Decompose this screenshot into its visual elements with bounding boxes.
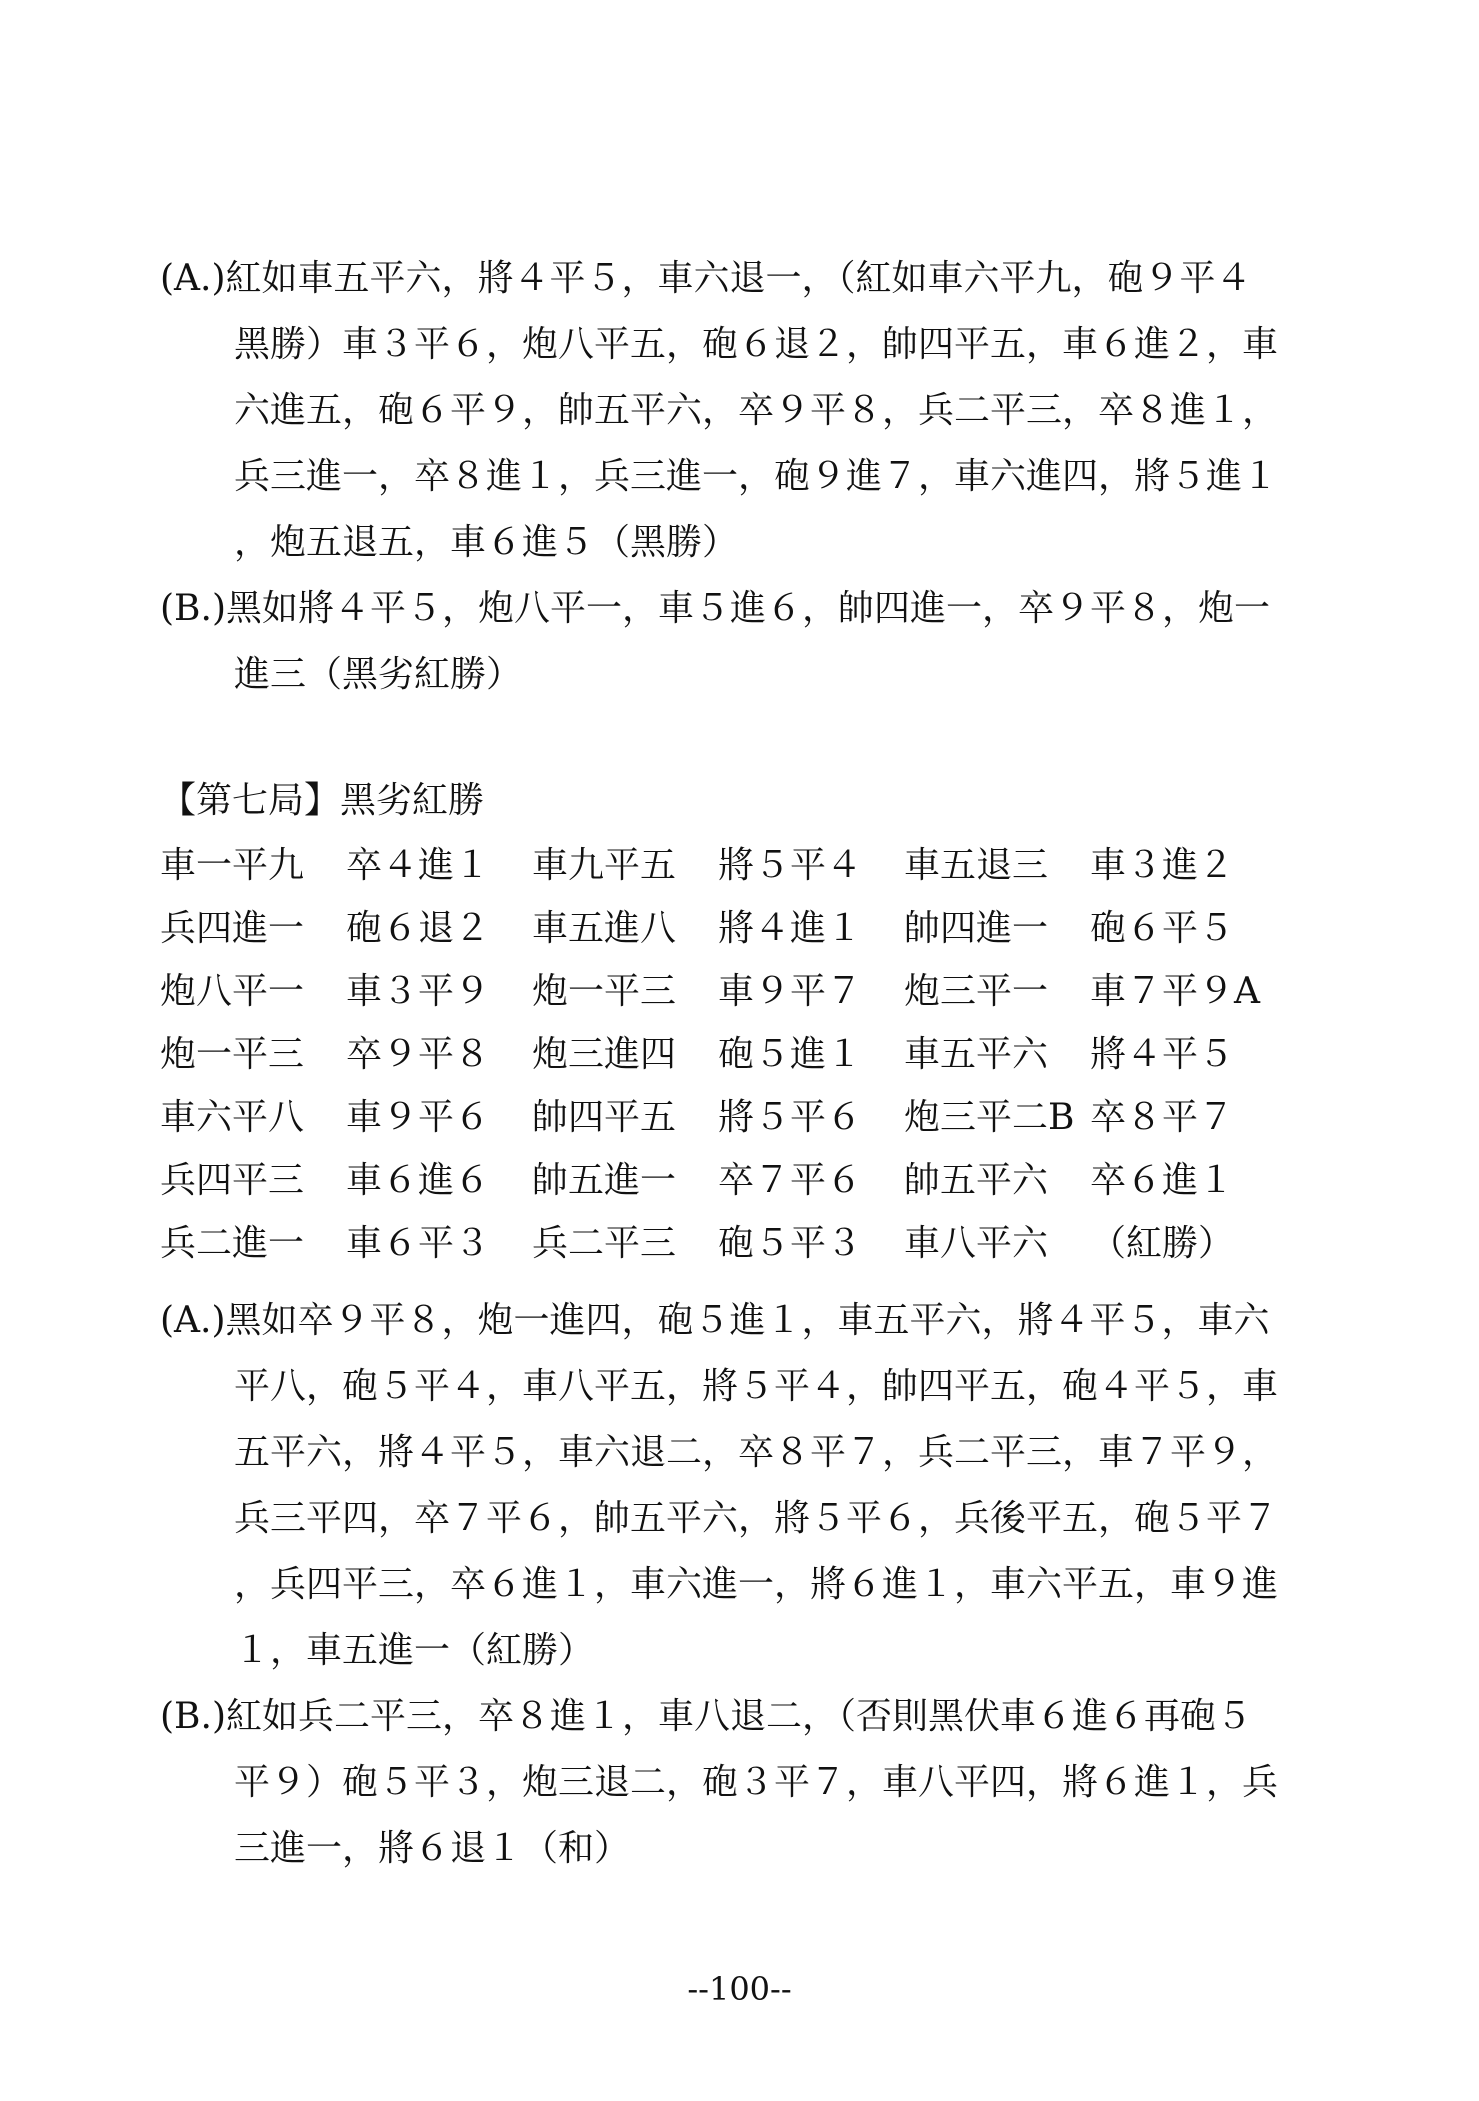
moves-row: [160, 897, 1276, 960]
moves-row: [160, 1212, 1276, 1275]
move-cell: 砲６退２: [346, 908, 491, 949]
note-line: １，車五進一（紅勝）: [234, 1630, 595, 1671]
move-cell: 兵四平三: [160, 1160, 305, 1201]
variation-note-b-bottom: [160, 1684, 1320, 1882]
move-cell: 車八平六: [904, 1223, 1049, 1264]
move-cell: 帥五平六: [904, 1160, 1049, 1201]
move-cell: 車九平五: [532, 845, 677, 886]
move-cell: 炮一平三: [160, 1034, 305, 1075]
note-line: 平八，砲５平４，車八平五，將５平４，帥四平五，砲４平５，車: [234, 1366, 1279, 1407]
game-title: 【第七局】黑劣紅勝: [160, 780, 485, 821]
move-cell: 車６進６: [346, 1160, 491, 1201]
move-cell: 車３進２: [1090, 845, 1235, 886]
move-cell: 車９平７: [718, 971, 863, 1012]
move-cell: 兵二平三: [532, 1223, 677, 1264]
move-cell: 將４進１: [718, 908, 863, 949]
moves-row: [160, 834, 1276, 897]
move-cell: 帥四平五: [532, 1097, 677, 1138]
move-cell: 帥五進一: [532, 1160, 677, 1201]
move-cell: 車五平六: [904, 1034, 1049, 1075]
note-line: 進三（黑劣紅勝）: [234, 654, 523, 695]
move-cell: 砲６平５: [1090, 908, 1235, 949]
variation-note-a-top: [160, 246, 1320, 576]
note-first-line: (B.)黑如將４平５，炮八平一，車５進６，帥四進一，卒９平８，炮一: [160, 588, 1270, 629]
note-first-line: (B.)紅如兵二平三，卒８進１，車八退二，（否則黑伏車６進６再砲５: [160, 1696, 1252, 1737]
move-cell: 兵二進一: [160, 1223, 305, 1264]
note-line: 兵三進一，卒８進１，兵三進一，砲９進７，車六進四，將５進１: [234, 456, 1279, 497]
moves-row: [160, 1086, 1276, 1149]
move-cell: 車五進八: [532, 908, 677, 949]
note-line: 兵三平四，卒７平６，帥五平六，將５平６，兵後平五，砲５平７: [234, 1498, 1279, 1539]
move-cell: 炮八平一: [160, 971, 305, 1012]
moves-row: [160, 960, 1276, 1023]
note-line: 五平六，將４平５，車六退二，卒８平７，兵二平三，車７平９，: [234, 1432, 1279, 1473]
move-cell: 將４平５: [1090, 1034, 1235, 1075]
move-cell: 卒６進１: [1090, 1160, 1235, 1201]
move-cell: 將５平６: [718, 1097, 863, 1138]
move-cell: 砲５進１: [718, 1034, 863, 1075]
moves-row: [160, 1023, 1276, 1086]
note-line: 三進一，將６退１（和）: [234, 1828, 631, 1869]
note-line: 平９）砲５平３，炮三退二，砲３平７，車八平四，將６進１，兵: [234, 1762, 1279, 1803]
move-cell: 車３平９: [346, 971, 491, 1012]
move-cell: 砲５平３: [718, 1223, 863, 1264]
move-cell: 兵四進一: [160, 908, 305, 949]
moves-table: [160, 834, 1276, 1275]
note-first-line: (A.)紅如車五平六，將４平５，車六退一，（紅如車六平九，砲９平４: [160, 258, 1252, 299]
move-cell: 炮三進四: [532, 1034, 677, 1075]
move-cell: 車五退三: [904, 845, 1049, 886]
note-line: ，兵四平三，卒６進１，車六進一，將６進１，車六平五，車９進: [234, 1564, 1279, 1605]
move-cell: 車９平６: [346, 1097, 491, 1138]
move-cell: 炮三平二B: [904, 1097, 1075, 1138]
move-cell: 將５平４: [718, 845, 863, 886]
page-number: --100--: [687, 1970, 792, 2008]
note-line: ，炮五退五，車６進５（黑勝）: [234, 522, 739, 563]
move-cell: 炮三平一: [904, 971, 1049, 1012]
variation-note-b-top: [160, 576, 1320, 708]
moves-row: [160, 1149, 1276, 1212]
move-cell: 車７平９A: [1090, 971, 1260, 1012]
variation-note-a-bottom: [160, 1288, 1320, 1684]
move-cell: 車六平八: [160, 1097, 305, 1138]
note-line: 六進五，砲６平９，帥五平六，卒９平８，兵二平三，卒８進１，: [234, 390, 1279, 431]
move-cell: 車６平３: [346, 1223, 491, 1264]
move-cell: 卒９平８: [346, 1034, 491, 1075]
move-cell: （紅勝）: [1090, 1223, 1235, 1264]
note-line: 黑勝）車３平６，炮八平五，砲６退２，帥四平五，車６進２，車: [234, 324, 1279, 365]
move-cell: 炮一平三: [532, 971, 677, 1012]
move-cell: 車一平九: [160, 845, 305, 886]
move-cell: 卒４進１: [346, 845, 491, 886]
move-cell: 卒８平７: [1090, 1097, 1235, 1138]
move-cell: 帥四進一: [904, 908, 1049, 949]
move-cell: 卒７平６: [718, 1160, 863, 1201]
note-first-line: (A.)黑如卒９平８，炮一進四，砲５進１，車五平六，將４平５，車六: [160, 1300, 1270, 1341]
